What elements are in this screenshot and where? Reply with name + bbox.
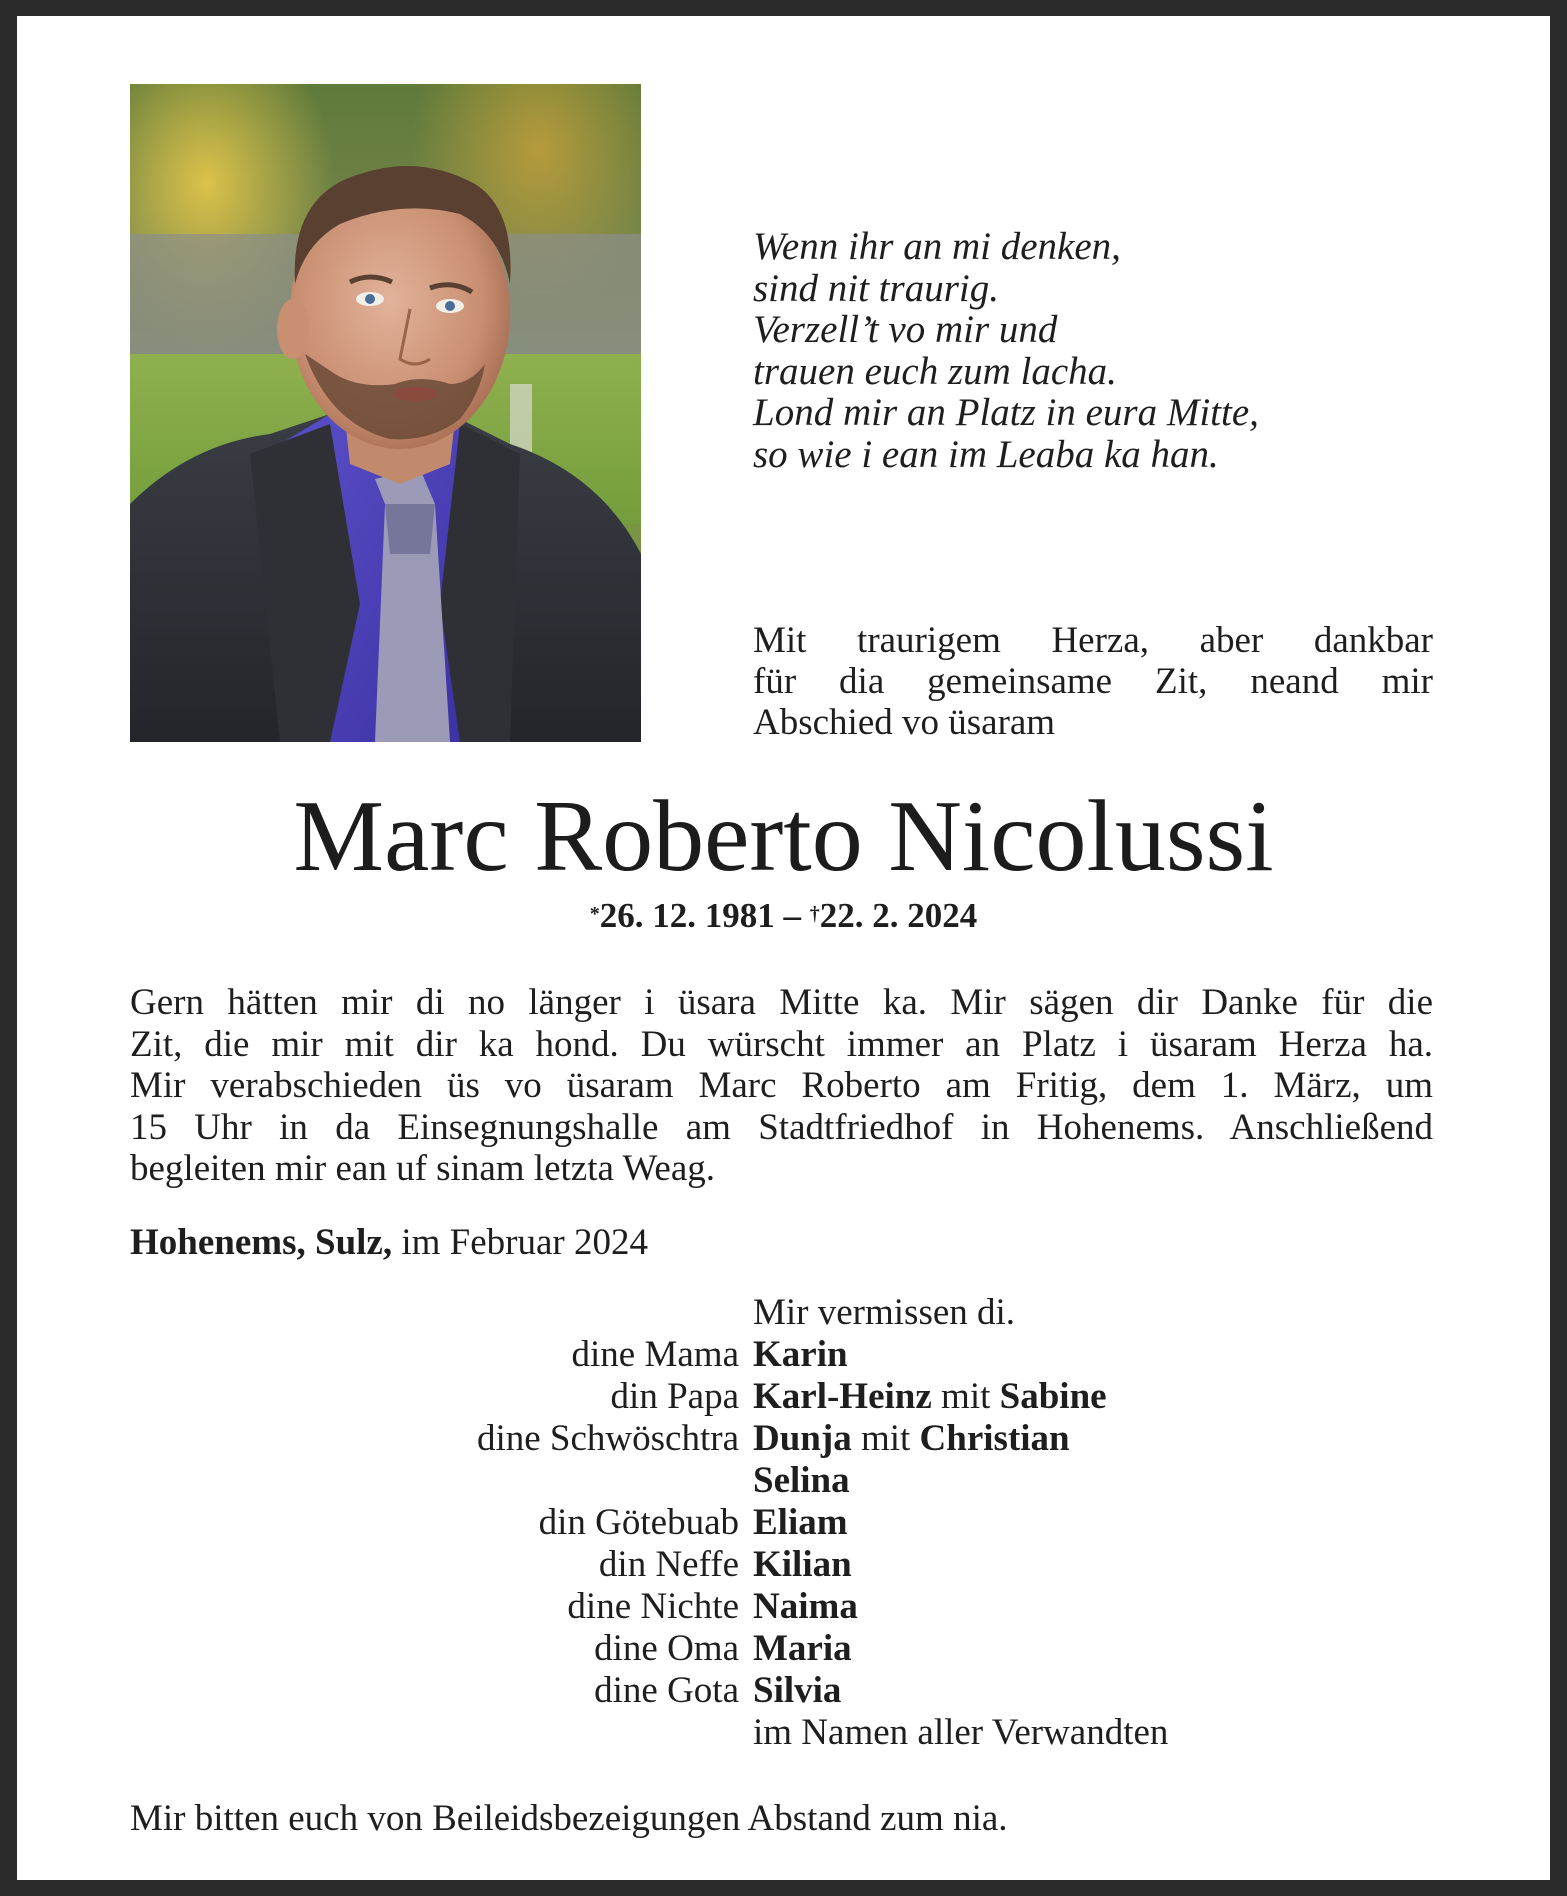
announcement-line: begleiten mir ean uf sinam letzta Weag. (130, 1148, 716, 1189)
family-relation: dine Nichte (567, 1586, 739, 1627)
portrait-photo (130, 84, 641, 742)
family-member-name: Karl-Heinz (753, 1376, 932, 1417)
family-member-name: Naima (753, 1586, 858, 1627)
poem-line: Wenn ihr an mi denken, (753, 225, 1121, 268)
family-connector: mit (851, 1418, 920, 1459)
poem (753, 226, 1259, 475)
family-member-name: Karin (753, 1334, 848, 1375)
family-names (753, 1460, 850, 1502)
announcement-line: Zit, die mir mit dir ka hond. Du würscht immer an Platz i üsaram Herza ha. (130, 1023, 1433, 1065)
family-row (17, 1670, 1550, 1712)
place-date: im Februar 2024 (392, 1222, 648, 1263)
intro-line: Mit traurigem Herza, aber dankbar (753, 620, 1433, 661)
poem-line: so wie i ean im Leaba ka han. (753, 432, 1219, 476)
family-member-name: Silvia (753, 1670, 842, 1711)
intro-line: Abschied vo üsaram (753, 702, 1056, 743)
deceased-name: Marc Roberto Nicolussi (293, 780, 1274, 893)
closing-line: Mir bitten euch von Beileidsbezeigungen Abstand zum nia. (130, 1798, 1008, 1839)
poem-line: trauen euch zum lacha. (753, 349, 1117, 393)
family-row (17, 1502, 1550, 1544)
intro-line: für dia gemeinsame Zit, neand mir (753, 661, 1433, 702)
family-member-name: Kilian (753, 1544, 852, 1585)
family-row (17, 1334, 1550, 1376)
family-member-name: Sabine (999, 1376, 1107, 1417)
death-symbol: † (809, 903, 820, 925)
date-separator: – (774, 896, 810, 935)
birth-date: 26. 12. 1981 (599, 896, 775, 935)
family-names (753, 1418, 1070, 1460)
announcement-text (130, 982, 1433, 1190)
family-member-name: Eliam (753, 1502, 848, 1543)
death-date: 22. 2. 2024 (819, 896, 978, 935)
family-connector: mit (931, 1376, 1000, 1417)
family-row (17, 1628, 1550, 1670)
family-relation: dine Mama (571, 1334, 739, 1375)
family-relation: dine Schwöschtra (476, 1418, 739, 1459)
obituary-card (17, 16, 1550, 1880)
family-member-name: Selina (753, 1460, 850, 1501)
family-relation: din Götebuab (538, 1502, 739, 1543)
portrait-illustration (130, 84, 641, 742)
family-names (753, 1544, 852, 1586)
poem-line: Verzell’t vo mir und (753, 308, 1058, 351)
family-names (753, 1712, 1168, 1754)
family-names (753, 1628, 852, 1670)
place-and-date (130, 1222, 648, 1264)
family-relation: dine Oma (594, 1628, 739, 1669)
announcement-line: Mir verabschieden üs vo üsaram Marc Roberto am Fritig, dem 1. März, um (130, 1065, 1433, 1106)
family-relation: din Papa (610, 1376, 739, 1417)
family-relation: din Neffe (598, 1544, 739, 1585)
family-names (753, 1334, 848, 1376)
family-member-name: Christian (919, 1418, 1070, 1459)
poem-line: sind nit traurig. (753, 266, 999, 310)
family-row (17, 1544, 1550, 1586)
family-row (17, 1460, 1550, 1502)
family-connector: im Namen aller Verwandten (753, 1712, 1169, 1753)
intro-text (753, 620, 1433, 743)
place-names: Hohenems, Sulz, (130, 1222, 393, 1263)
announcement-line: Gern hätten mir di no länger i üsara Mitte ka. Mir sägen dir Danke für die (130, 982, 1433, 1023)
family-list (17, 1334, 1550, 1754)
family-member-name: Maria (753, 1628, 852, 1669)
family-names (753, 1670, 841, 1712)
family-row (17, 1712, 1550, 1754)
family-names (753, 1376, 1107, 1418)
family-member-name: Dunja (753, 1418, 852, 1459)
family-relation: dine Gota (594, 1670, 739, 1711)
family-row (17, 1376, 1550, 1418)
birth-symbol: * (589, 903, 600, 925)
announcement-line: 15 Uhr in da Einsegnungshalle am Stadtfriedhof in Hohenems. Anschließend (130, 1106, 1433, 1148)
family-row (17, 1586, 1550, 1628)
life-dates (17, 896, 1550, 936)
family-names (753, 1502, 848, 1544)
family-names (753, 1586, 858, 1628)
miss-line: Mir vermissen di. (753, 1292, 1016, 1333)
family-row (17, 1418, 1550, 1460)
poem-line: Lond mir an Platz in eura Mitte, (753, 391, 1259, 434)
